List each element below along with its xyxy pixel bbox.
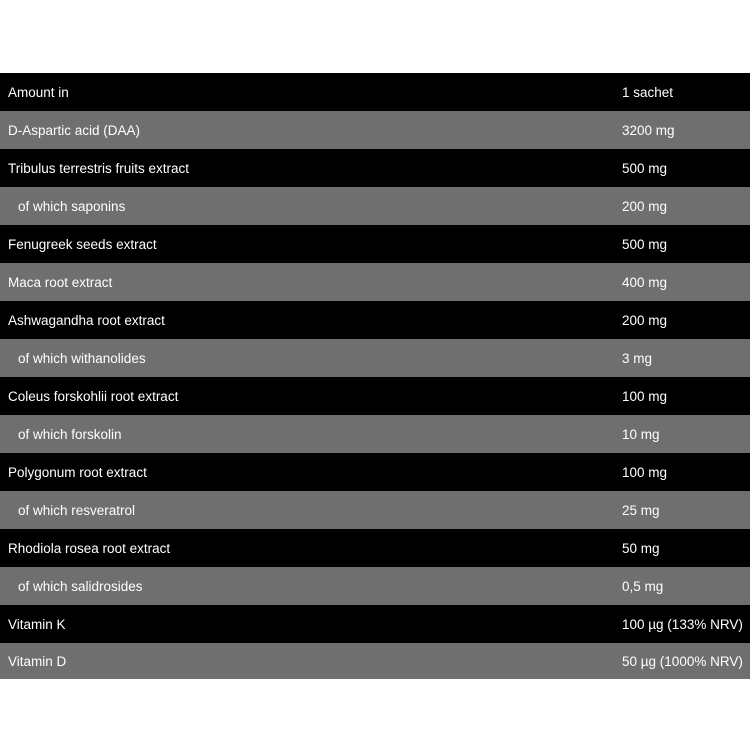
ingredient-amount: 100 mg	[622, 464, 668, 480]
ingredient-amount: 3200 mg	[622, 122, 675, 138]
table-row	[0, 415, 750, 453]
supplement-facts-table	[0, 73, 750, 679]
table-row	[0, 567, 750, 605]
ingredient-amount: 400 mg	[622, 274, 668, 290]
ingredient-name: Vitamin D	[8, 653, 67, 669]
ingredient-name: of which forskolin	[18, 426, 122, 442]
table-row	[0, 453, 750, 491]
table-row	[0, 149, 750, 187]
ingredient-amount: 50 mg	[622, 540, 660, 556]
ingredient-name: of which salidrosides	[18, 578, 143, 594]
table-row	[0, 73, 750, 111]
ingredient-name: Polygonum root extract	[8, 464, 147, 480]
table-row	[0, 529, 750, 567]
ingredient-amount: 25 mg	[622, 502, 660, 518]
table-row	[0, 263, 750, 301]
ingredient-name: Coleus forskohlii root extract	[8, 388, 179, 404]
ingredient-amount: 0,5 mg	[622, 578, 664, 594]
ingredient-name: Amount in	[8, 84, 69, 100]
table-row	[0, 377, 750, 415]
ingredient-amount: 1 sachet	[622, 84, 674, 100]
table-row	[0, 643, 750, 679]
ingredient-name: D-Aspartic acid (DAA)	[8, 122, 141, 138]
ingredient-name: Tribulus terrestris fruits extract	[8, 160, 190, 176]
ingredient-amount: 100 mg	[622, 388, 668, 404]
ingredient-amount: 100 µg (133% NRV)	[622, 616, 743, 632]
table-row	[0, 187, 750, 225]
ingredient-name: of which withanolides	[18, 350, 146, 366]
ingredient-amount: 3 mg	[622, 350, 653, 366]
ingredient-name: Fenugreek seeds extract	[8, 236, 157, 252]
ingredient-amount: 200 mg	[622, 198, 668, 214]
table-row	[0, 111, 750, 149]
ingredient-name: of which saponins	[18, 198, 126, 214]
ingredient-name: Vitamin K	[8, 616, 66, 632]
ingredient-amount: 10 mg	[622, 426, 660, 442]
table-row	[0, 225, 750, 263]
table-row	[0, 339, 750, 377]
ingredient-amount: 200 mg	[622, 312, 668, 328]
ingredient-amount: 500 mg	[622, 160, 668, 176]
ingredient-amount: 500 mg	[622, 236, 668, 252]
table-row	[0, 491, 750, 529]
ingredient-name: Rhodiola rosea root extract	[8, 540, 171, 556]
table-row	[0, 605, 750, 643]
ingredient-amount: 50 µg (1000% NRV)	[622, 653, 743, 669]
table-row	[0, 301, 750, 339]
ingredient-name: of which resveratrol	[18, 502, 136, 518]
ingredient-name: Ashwagandha root extract	[8, 312, 165, 328]
ingredient-name: Maca root extract	[8, 274, 113, 290]
